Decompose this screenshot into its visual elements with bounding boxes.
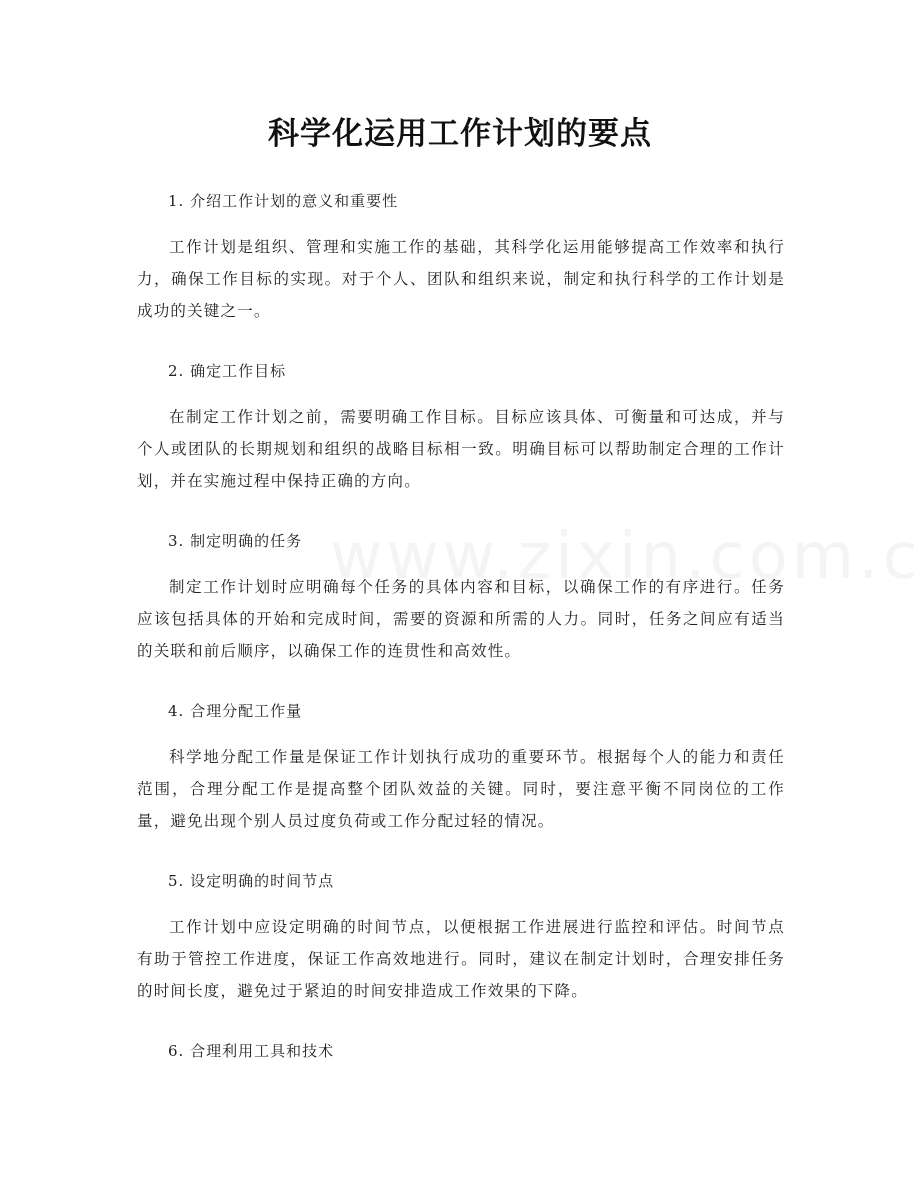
section-body-4: 科学地分配工作量是保证工作计划执行成功的重要环节。根据每个人的能力和责任范围，合理分配工作是提高整个团队效益的关键。同时，要注意平衡不同岗位的工作量，避免出现个别人员过度负荷或工作分配过轻的情况。 — [137, 748, 785, 830]
section-body-1: 工作计划是组织、管理和实施工作的基础，其科学化运用能够提高工作效率和执行力，确保工作目标的实现。对于个人、团队和组织来说，制定和执行科学的工作计划是成功的关键之一。 — [137, 238, 785, 320]
section-heading-1: 1. 介绍工作计划的意义和重要性 — [168, 192, 399, 210]
section-body-2: 在制定工作计划之前，需要明确工作目标。目标应该具体、可衡量和可达成，并与个人或团队的长期规划和组织的战略目标相一致。明确目标可以帮助制定合理的工作计划，并在实施过程中保持正确的方向。 — [137, 408, 785, 490]
section-heading-2: 2. 确定工作目标 — [168, 362, 287, 380]
section-heading-4: 4. 合理分配工作量 — [168, 702, 303, 720]
section-heading-6: 6. 合理利用工具和技术 — [168, 1042, 335, 1060]
section-body-3: 制定工作计划时应明确每个任务的具体内容和目标，以确保工作的有序进行。任务应该包括具体的开始和完成时间，需要的资源和所需的人力。同时，任务之间应有适当的关联和前后顺序，以确保工作的连贯性和高效性。 — [137, 578, 785, 660]
section-body-5: 工作计划中应设定明确的时间节点，以便根据工作进展进行监控和评估。时间节点有助于管控工作进度，保证工作高效地进行。同时，建议在制定计划时，合理安排任务的时间长度，避免过于紧迫的时间安排造成工作效果的下降。 — [137, 918, 785, 1000]
section-heading-5: 5. 设定明确的时间节点 — [168, 872, 335, 890]
page-title: 科学化运用工作计划的要点 — [268, 116, 652, 152]
section-heading-3: 3. 制定明确的任务 — [168, 532, 303, 550]
